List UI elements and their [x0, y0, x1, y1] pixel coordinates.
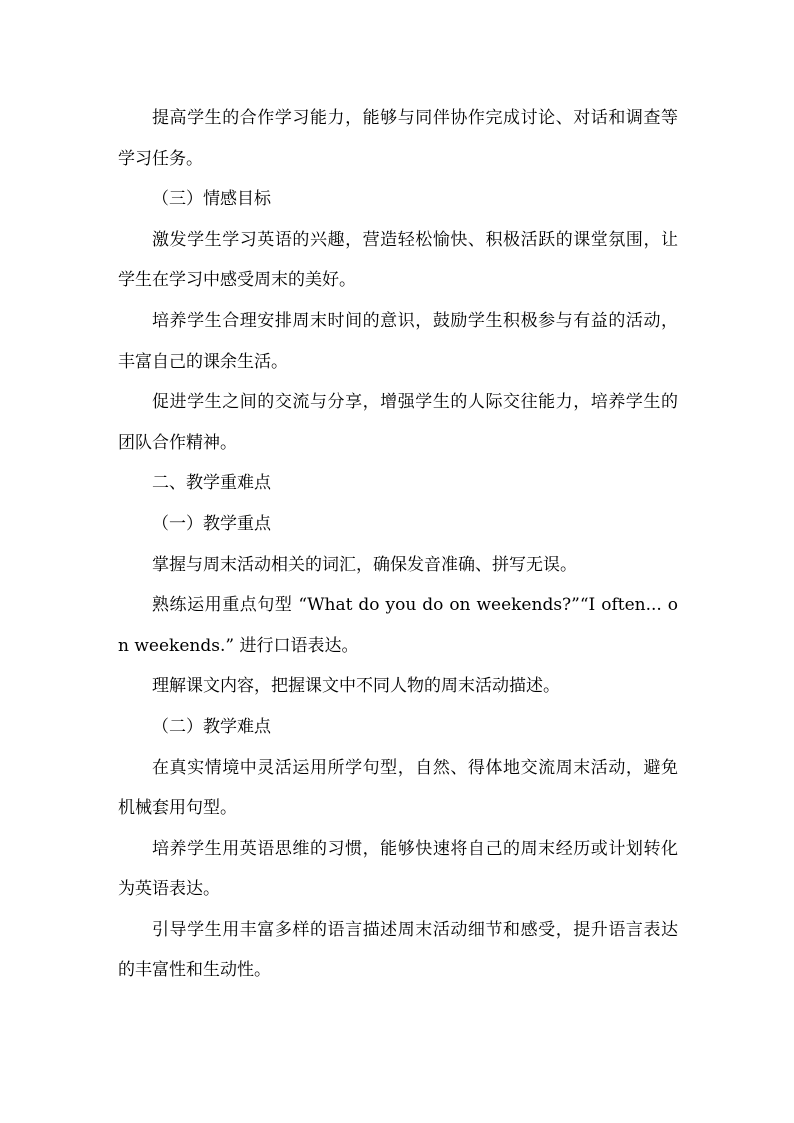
paragraph-flexible-use: 在真实情境中灵活运用所学句型，自然、得体地交流周末活动，避免机械套用句型。	[118, 757, 678, 819]
paragraph-rich-expression: 引导学生用丰富多样的语言描述周末活动细节和感受，提升语言表达的丰富性和生动性。	[118, 919, 678, 981]
heading-difficult-points: （二）教学难点	[152, 716, 271, 737]
paragraph-vocabulary: 掌握与周末活动相关的词汇，确保发音准确、拼写无误。	[152, 554, 577, 575]
paragraph-cooperation-ability: 提高学生的合作学习能力，能够与同伴协作完成讨论、对话和调查等学习任务。	[118, 108, 678, 169]
paragraph-interest: 激发学生学习英语的兴趣，营造轻松愉快、积极活跃的课堂氛围，让学生在学习中感受周末的美好。	[118, 229, 678, 291]
paragraph-weekend-planning: 培养学生合理安排周末时间的意识，鼓励学生积极参与有益的活动，丰富自己的课余生活。	[118, 310, 678, 372]
heading-key-difficult-points: 二、教学重难点	[152, 473, 271, 494]
paragraph-text-understanding: 理解课文内容，把握课文中不同人物的周末活动描述。	[152, 676, 560, 697]
document-body	[118, 98, 678, 991]
paragraph-communication: 促进学生之间的交流与分享，增强学生的人际交往能力，培养学生的团队合作精神。	[118, 392, 678, 453]
heading-key-points: （一）教学重点	[152, 513, 271, 534]
heading-emotional-goals: （三）情感目标	[152, 189, 271, 210]
paragraph-sentence-pattern: 熟练运用重点句型 “What do you do on weekends?”“I often... on weekends.” 进行口语表达。	[118, 595, 678, 656]
paragraph-english-thinking: 培养学生用英语思维的习惯，能够快速将自己的周末经历或计划转化为英语表达。	[118, 838, 678, 900]
